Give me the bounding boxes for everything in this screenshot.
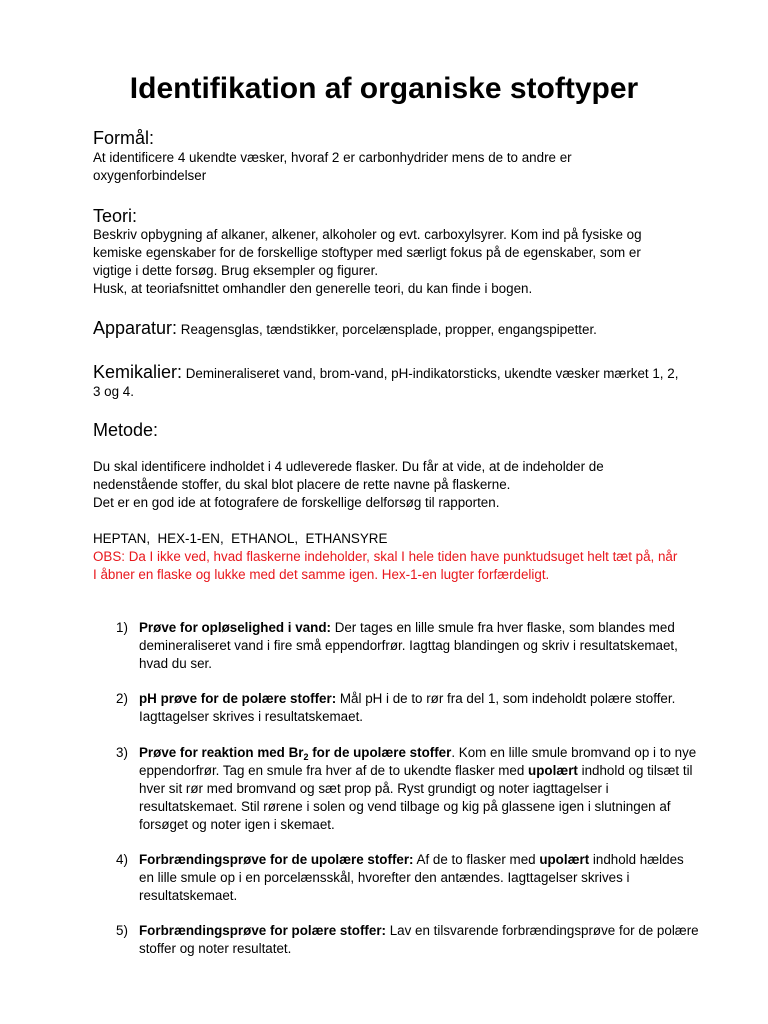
step-text: Lav en tilsvarende forbrændingsprøve for de polære stoffer og noter resultatet. — [139, 923, 699, 956]
step-number: 1) — [116, 620, 128, 635]
kemikalier-section — [93, 361, 683, 401]
apparatur-section — [93, 317, 683, 339]
metode-intro: Du skal identificere indholdet i 4 udleverede flasker. Du får at vide, at de indeholder de nedenstående stoffer, du skal blot placere de rette navne på flaskerne. — [93, 459, 604, 492]
step-title: Prøve for opløselighed i vand: — [139, 620, 331, 635]
step-text: Mål pH i de to rør fra del 1, som indeholdt polære stoffer. Iagttagelser skrives i resultatskemaet. — [139, 691, 676, 724]
step-2 — [139, 690, 699, 726]
document-title: Identifikation af organiske stoftyper — [129, 72, 639, 105]
metode-intro-2: Det er en god ide at fotografere de forskellige delforsøg til rapporten. — [93, 495, 500, 510]
emphasis-upolaert: upolært — [528, 763, 578, 778]
step-text: indhold og tilsæt til hver sit rør med bromvand og sæt prop på. Ryst grundigt og noter iagttagelser i resultatskemaet. Stil rørene i solen og vend tilbage og kig på glassene igen i slutningen af forsøget og noter igen i skemaet. — [139, 763, 693, 832]
formaal-heading: Formål: — [93, 128, 155, 148]
teori-text: Beskriv opbygning af alkaner, alkener, alkoholer og evt. carboxylsyrer. Kom ind på fysiske og kemiske egenskaber for de forskellige stoftyper med særligt fokus på de egenskaber, som er vigtige i dette forsøg. Brug eksempler og figurer. — [93, 227, 642, 278]
step-number: 5) — [116, 923, 128, 938]
step-title: pH prøve for de polære stoffer: — [139, 691, 337, 706]
step-number: 3) — [116, 745, 128, 760]
kemikalier-heading: Kemikalier: — [93, 362, 183, 382]
step-3 — [139, 744, 699, 834]
teori-note: Husk, at teoriafsnittet omhandler den generelle teori, du kan finde i bogen. — [93, 281, 533, 296]
step-5 — [139, 922, 699, 958]
teori-heading: Teori: — [93, 206, 138, 226]
metode-heading: Metode: — [93, 420, 159, 440]
apparatur-heading: Apparatur: — [93, 318, 178, 338]
apparatur-text: Reagensglas, tændstikker, porcelænsplade, propper, engangspipetter. — [177, 322, 597, 337]
step-title — [139, 745, 451, 760]
step-1 — [139, 619, 699, 673]
step-text: . Kom en lille smule bromvand op i to nye eppendorfrør. Tag en smule fra hver af de to ukendte flasker med — [139, 745, 697, 778]
kemikalier-text: Demineraliseret vand, brom-vand, pH-indikatorsticks, ukendte væsker mærket 1, 2, 3 og 4. — [93, 366, 679, 399]
step-text: indhold hældes en lille smule op i en porcelænsskål, hvorefter den antændes. Iagttagelser skrives i resultatskemaet. — [139, 852, 684, 903]
step-title-part: Prøve for reaktion med Br — [139, 745, 304, 760]
step-title: Forbrændingsprøve for de upolære stoffer: — [139, 852, 414, 867]
subscript-2: 2 — [303, 752, 309, 762]
step-title-part: for de upolære stoffer — [308, 745, 452, 760]
emphasis-upolaert: upolært — [539, 852, 590, 867]
step-text: Af de to flasker med — [413, 852, 540, 867]
safety-warning: OBS: Da I ikke ved, hvad flaskerne indeholder, skal I hele tiden have punktudsuget helt tæt på, når I åbner en flaske og lukke med det samme igen. Hex-1-en lugter forfærdeligt. — [93, 549, 678, 582]
step-4 — [139, 851, 699, 905]
substance-list: HEPTAN, HEX-1-EN, ETHANOL, ETHANSYRE — [93, 531, 388, 546]
step-number: 4) — [116, 852, 128, 867]
step-title: Forbrændingsprøve for polære stoffer: — [139, 923, 386, 938]
step-number: 2) — [116, 691, 128, 706]
formaal-text: At identificere 4 ukendte væsker, hvoraf 2 er carbonhydrider mens de to andre er oxygenforbindelser — [93, 150, 572, 183]
step-text: Der tages en lille smule fra hver flaske, som blandes med demineraliseret vand i fire små eppendorfrør. Iagttag blandingen og skriv i resultatskemaet, hvad du ser. — [139, 620, 678, 671]
